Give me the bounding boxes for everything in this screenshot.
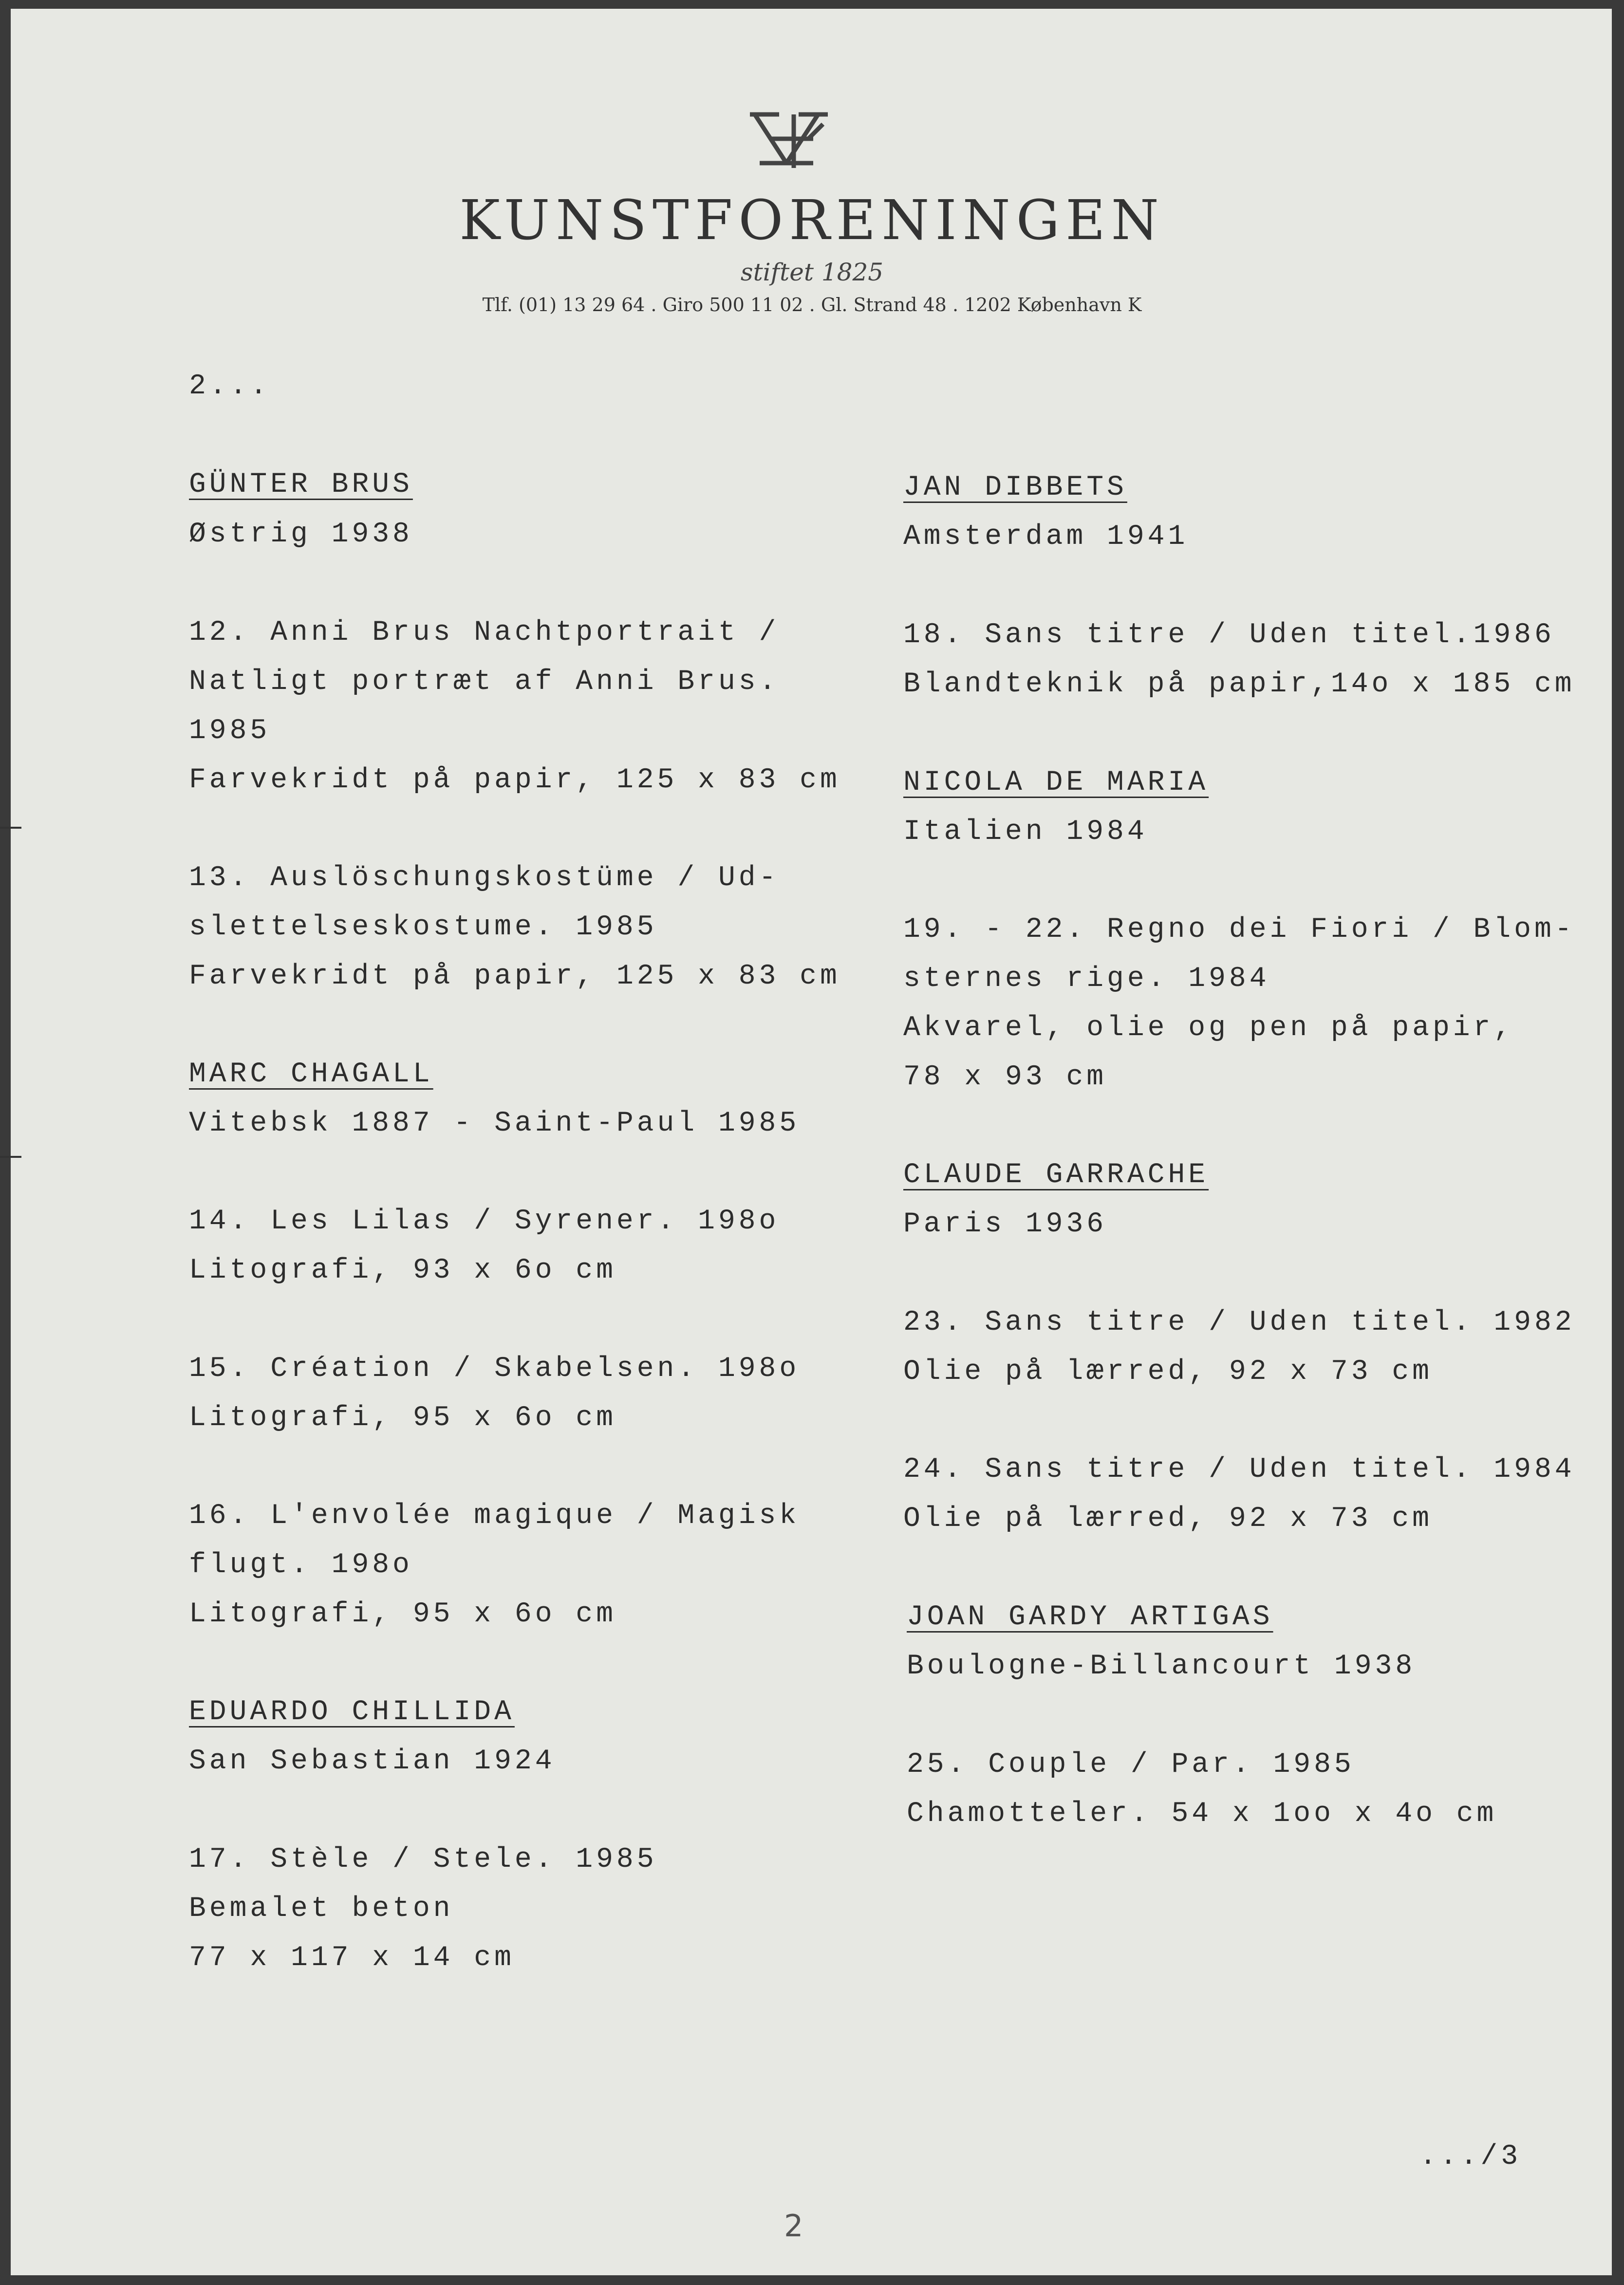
text-line: 25. Couple / Par. 1985: [907, 1749, 1355, 1781]
text-line: Farvekridt på papir, 125 x 83 cm: [189, 961, 840, 992]
margin-tick: [0, 1156, 21, 1158]
text-line: 14. Les Lilas / Syrener. 198o: [189, 1206, 780, 1237]
text-line: Boulogne-Billancourt 1938: [907, 1651, 1416, 1682]
organization-name: KUNSTFORENINGEN: [459, 189, 1165, 252]
text-line: Akvarel, olie og pen på papir,: [903, 1012, 1514, 1044]
text-line: 19. - 22. Regno dei Fiori / Blom-: [903, 914, 1575, 946]
text-line: Litografi, 95 x 6o cm: [189, 1598, 616, 1630]
contact-line: Tlf. (01) 13 29 64 . Giro 500 11 02 . Gl. Strand 48 . 1202 København K: [482, 294, 1142, 316]
text-line: Litografi, 95 x 6o cm: [189, 1402, 616, 1434]
text-line: 1985: [189, 715, 271, 747]
text-line: Italien 1984: [903, 816, 1148, 848]
founded-line: stiftet 1825: [740, 258, 884, 286]
text-line: Blandteknik på papir,14o x 185 cm: [903, 669, 1575, 700]
text-line: Bemalet beton: [189, 1893, 454, 1925]
text-line: flugt. 198o: [189, 1549, 413, 1581]
text-line: Vitebsk 1887 - Saint-Paul 1985: [189, 1108, 800, 1139]
text-line: 78 x 93 cm: [903, 1061, 1107, 1093]
page-marker-top: 2...: [189, 371, 271, 402]
text-line: Østrig 1938: [189, 519, 413, 550]
text-line: Litografi, 93 x 6o cm: [189, 1255, 616, 1286]
artist-heading: GÜNTER BRUS: [189, 469, 413, 501]
artist-heading: EDUARDO CHILLIDA: [189, 1696, 515, 1728]
handwritten-page-number: 2: [784, 2208, 803, 2244]
text-line: Chamotteler. 54 x 1oo x 4o cm: [907, 1798, 1497, 1830]
text-line: 23. Sans titre / Uden titel. 1982: [903, 1307, 1575, 1338]
text-line: San Sebastian 1924: [189, 1746, 556, 1777]
text-line: slettelseskostume. 1985: [189, 911, 657, 943]
document-page: [11, 9, 1612, 2275]
text-line: 13. Auslöschungskostüme / Ud-: [189, 862, 780, 894]
artist-heading: NICOLA DE MARIA: [903, 767, 1209, 799]
kf-monogram-logo: [740, 105, 838, 173]
text-line: Natligt portræt af Anni Brus.: [189, 666, 780, 698]
text-line: Olie på lærred, 92 x 73 cm: [903, 1503, 1433, 1535]
artist-heading: JOAN GARDY ARTIGAS: [907, 1601, 1273, 1633]
text-line: 17. Stèle / Stele. 1985: [189, 1844, 657, 1876]
text-line: 77 x 117 x 14 cm: [189, 1942, 515, 1974]
text-line: 15. Création / Skabelsen. 198o: [189, 1353, 800, 1385]
margin-tick: [0, 827, 21, 829]
text-line: 16. L'envolée magique / Magisk: [189, 1500, 800, 1532]
text-line: sternes rige. 1984: [903, 963, 1270, 995]
text-line: Amsterdam 1941: [903, 521, 1189, 553]
continuation-marker: .../3: [1419, 2141, 1522, 2173]
text-line: 12. Anni Brus Nachtportrait /: [189, 617, 780, 649]
artist-heading: JAN DIBBETS: [903, 472, 1127, 503]
text-line: Farvekridt på papir, 125 x 83 cm: [189, 764, 840, 796]
text-line: Olie på lærred, 92 x 73 cm: [903, 1356, 1433, 1388]
text-line: Paris 1936: [903, 1208, 1107, 1240]
text-line: 18. Sans titre / Uden titel.1986: [903, 619, 1555, 651]
text-line: 24. Sans titre / Uden titel. 1984: [903, 1454, 1575, 1486]
artist-heading: CLAUDE GARRACHE: [903, 1159, 1209, 1191]
artist-heading: MARC CHAGALL: [189, 1059, 433, 1090]
